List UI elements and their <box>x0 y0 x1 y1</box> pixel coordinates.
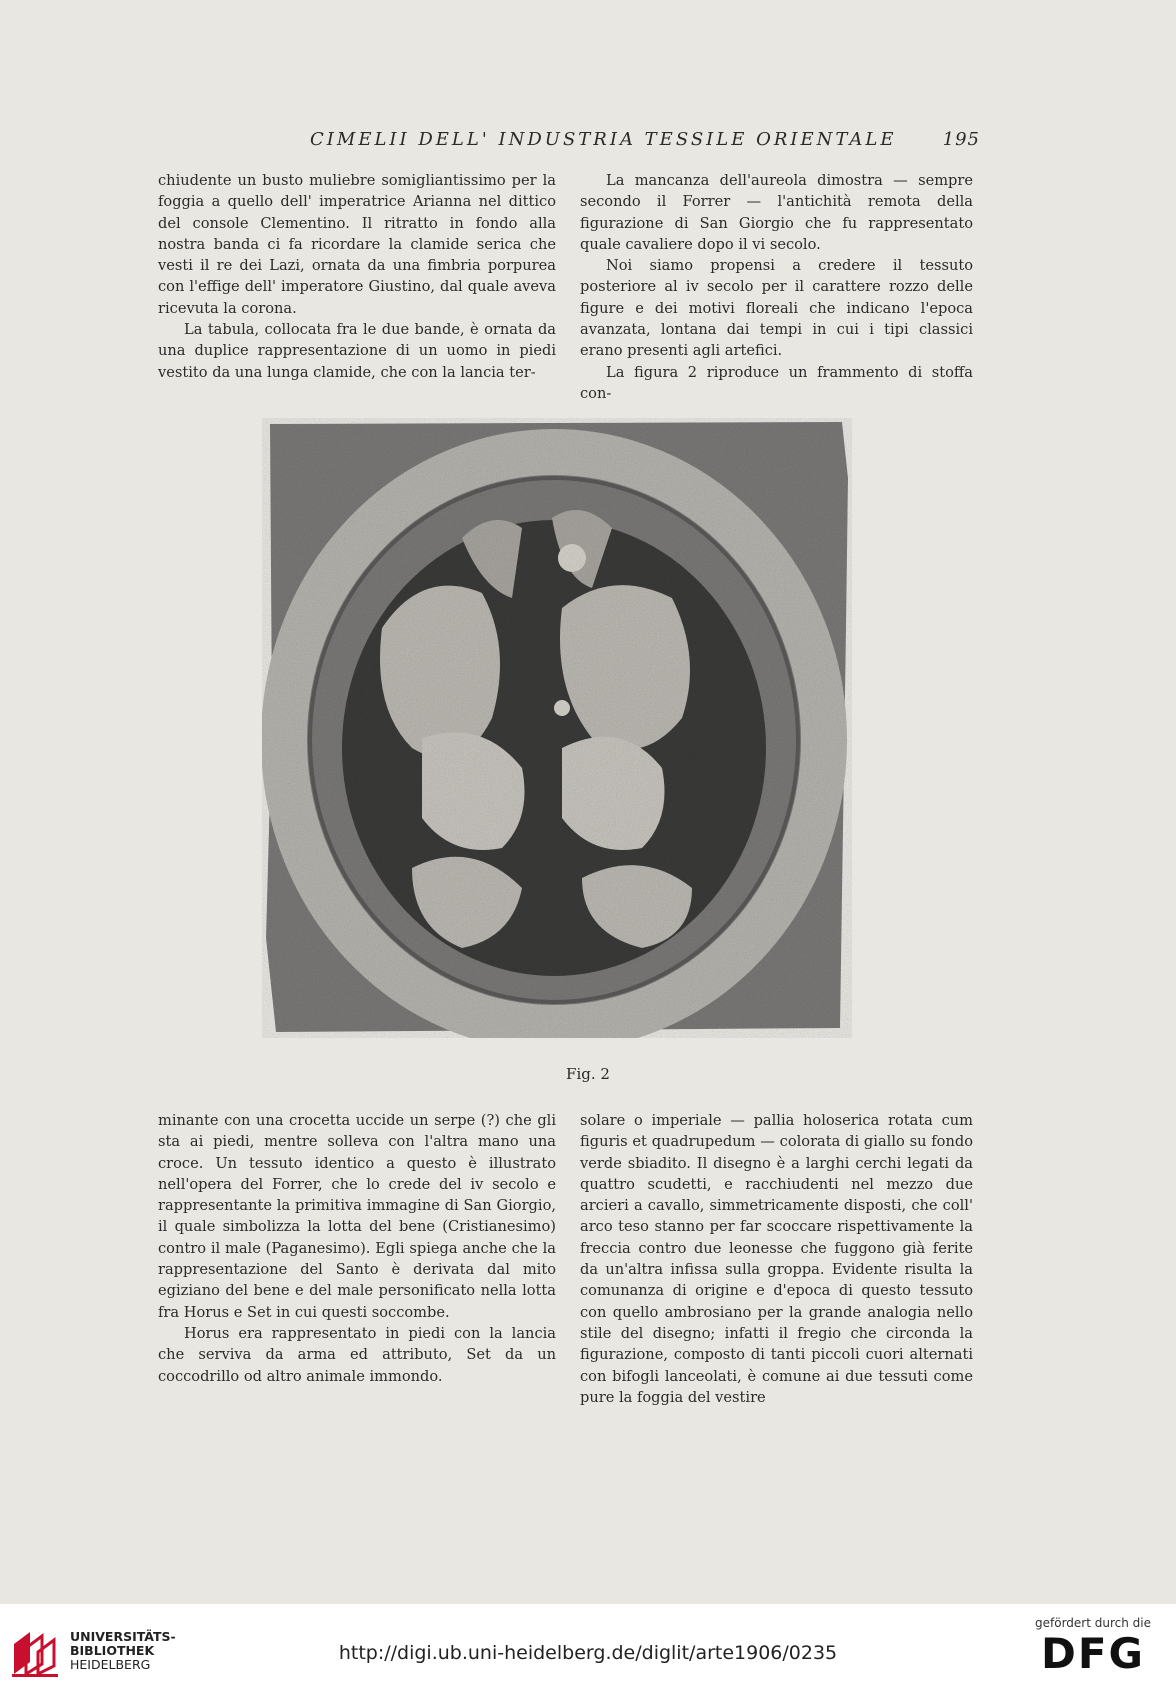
running-title: CIMELII DELL' INDUSTRIA TESSILE ORIENTALE <box>310 129 897 150</box>
page-number: 195 <box>942 129 980 150</box>
textile-fragment-photo <box>262 418 852 1038</box>
bottom-right-column <box>580 1110 973 1408</box>
library-name: UNIVERSITÄTS- BIBLIOTHEK HEIDELBERG <box>70 1629 176 1672</box>
paragraph: chiudente un busto muliebre somigliantissimo per la foggia a quello dell' imperatrice Arianna nel dittico del console Clementino. Il ritratto in fondo alla nostra banda ci fa ricordare la clamide serica che vesti il re dei Lazi, ornata da una fimbria porpurea con l'effige dell' imperatore Giustino, dal quale aveva ricevuta la corona. <box>158 172 556 317</box>
paragraph: minante con una crocetta uccide un serpe (?) che gli sta ai piedi, mentre solleva con l'altra mano una croce. Un tessuto identico a questo è illustrato nell'opera del Forrer, che lo crede del iv secolo e rappresentante la primitiva immagine di San Giorgio, il quale simbolizza la lotta del bene (Cristianesimo) contro il male (Paganesimo). Egli spiega anche che la rappresentazione del Santo è derivata dal mito egiziano del bene e del male personificato nella lotta fra Horus e Set in cui questi soccombe. <box>158 1112 556 1321</box>
paragraph: La figura 2 riproduce un frammento di stoffa con- <box>580 363 973 402</box>
top-left-column <box>158 170 556 383</box>
dfg-credit <box>1028 1616 1158 1678</box>
paragraph: Horus era rappresentato in piedi con la lancia che serviva da arma ed attributo, Set da un coccodrillo od altro animale immondo. <box>158 1324 556 1385</box>
running-header <box>160 129 980 159</box>
viewer-footer <box>0 1604 1176 1701</box>
permalink[interactable]: http://digi.ub.uni-heidelberg.de/diglit/arte1906/0235 <box>338 1642 838 1664</box>
paragraph: solare o imperiale — pallia holoserica rotata cum figuris et quadrupedum — colorata di giallo su fondo verde sbiadito. Il disegno è a larghi cerchi legati da quattro scudetti, e racchiudenti nel mezzo due arcieri a cavallo, simmetricamente disposti, che coll' arco teso stanno per far scoccare rispettivamente la freccia contro due leonesse che fuggono già ferite da un'altra infissa sulla groppa. Evidente risulta la comunanza di origine e d'epoca di questo tessuto con quello ambrosiano per la grande analogia nello stile del disegno; infatti il fregio che circonda la figurazione, composto di tanti piccoli cuori alternati con bifogli lanceolati, è comune ai due tessuti come pure la foggia del vestire <box>580 1112 973 1406</box>
dfg-logo: DFG <box>1040 1629 1146 1678</box>
paragraph: Noi siamo propensi a credere il tessuto posteriore al iv secolo per il carattere rozzo delle figure e dei motivi floreali che indicano l'epoca avanzata, lontana dai tempi in cui i tipi classici erano presenti agli artefici. <box>580 257 973 360</box>
figure-caption: Fig. 2 <box>566 1065 610 1083</box>
bottom-left-column <box>158 1110 556 1387</box>
paragraph: La mancanza dell'aureola dimostra — sempre secondo il Forrer — l'antichità remota della figurazione di San Giorgio che fu rappresentato quale cavaliere dopo il vi secolo. <box>580 172 973 253</box>
funded-by-label: gefördert durch die <box>1035 1616 1151 1630</box>
top-right-column <box>580 170 973 404</box>
paragraph: La tabula, collocata fra le due bande, è ornata da una duplice rappresentazione di un uomo in piedi vestito da una lunga clamide, che con la lancia ter- <box>158 321 556 381</box>
